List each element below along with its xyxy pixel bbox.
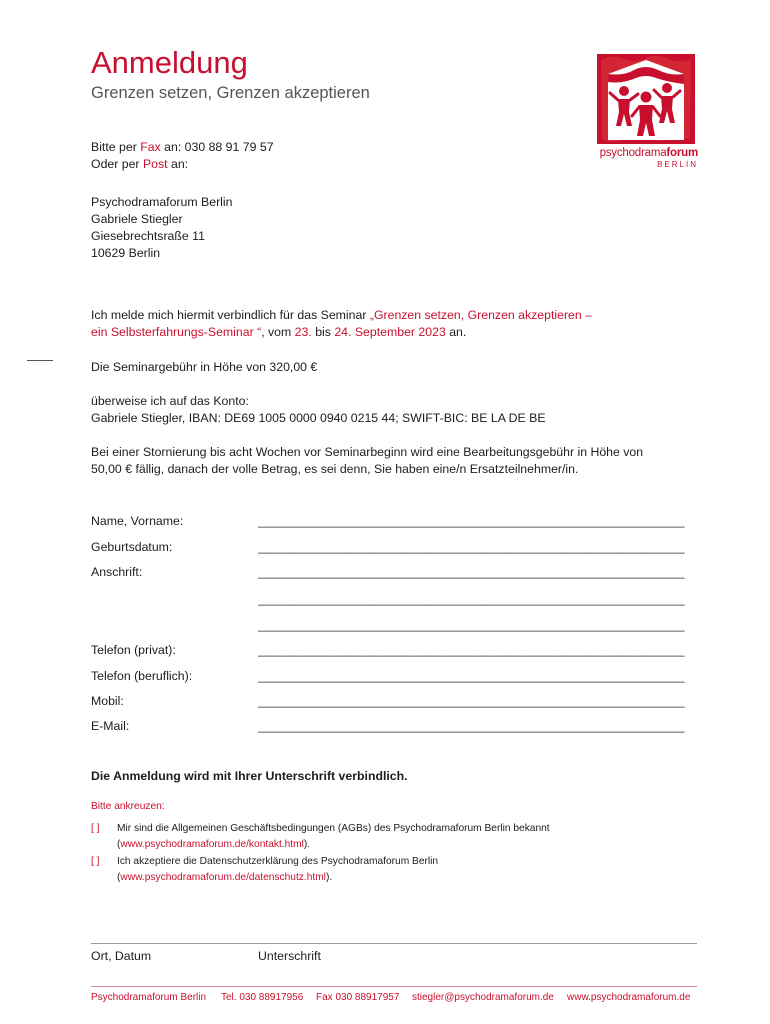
- bank-intro: überweise ich auf das Konto:: [91, 394, 249, 408]
- phone-work-field[interactable]: _____________________________________________________________________: [258, 669, 684, 683]
- footer-tel: Tel. 030 88917956: [221, 992, 304, 1003]
- name-label: Name, Vorname:: [91, 514, 184, 528]
- fax-line: [91, 139, 274, 156]
- registration-bis: bis: [311, 325, 335, 339]
- seminar-fee: Die Seminargebühr in Höhe von 320,00 €: [91, 360, 318, 374]
- footer-fax: Fax 030 88917957: [316, 992, 400, 1003]
- post-post: an:: [167, 157, 189, 171]
- registration-an: an.: [445, 325, 467, 339]
- address-field-3[interactable]: _____________________________________________________________________: [258, 618, 684, 632]
- registration-line-2: [91, 324, 466, 341]
- mobile-label: Mobil:: [91, 694, 124, 708]
- phone-work-label: Telefon (beruflich):: [91, 669, 193, 683]
- page-title: Anmeldung: [91, 45, 248, 80]
- footer-rule: [91, 986, 697, 987]
- signature-label: Unterschrift: [258, 949, 321, 963]
- checklist-item-agb: [91, 821, 691, 855]
- fold-mark: [27, 360, 53, 361]
- bank-details: Gabriele Stiegler, IBAN: DE69 1005 0000 0940 0215 44; SWIFT-BIC: BE LA DE BE: [91, 411, 546, 425]
- name-field[interactable]: _____________________________________________________________________: [258, 514, 684, 528]
- address-line-1: Psychodramaforum Berlin: [91, 195, 233, 209]
- post-line: [91, 156, 188, 173]
- address-line-4: 10629 Berlin: [91, 246, 161, 260]
- registration-line-1: [91, 307, 592, 324]
- privacy-text: [117, 854, 637, 886]
- place-date-label: Ort, Datum: [91, 949, 152, 963]
- privacy-link-line: [117, 870, 637, 886]
- seminar-end-date: 24. September 2023: [334, 325, 446, 339]
- registration-vom: , vom: [261, 325, 295, 339]
- birthdate-label: Geburtsdatum:: [91, 540, 173, 554]
- footer-website[interactable]: www.psychodramaforum.de: [567, 992, 691, 1003]
- checklist-item-privacy: [91, 854, 691, 888]
- birthdate-field[interactable]: _____________________________________________________________________: [258, 540, 684, 554]
- address-field-1[interactable]: _____________________________________________________________________: [258, 565, 684, 579]
- agb-checkbox[interactable]: [ ]: [91, 823, 100, 834]
- mobile-field[interactable]: _____________________________________________________________________: [258, 694, 684, 708]
- page-subtitle: Grenzen setzen, Grenzen akzeptieren: [91, 84, 370, 102]
- checklist-heading: Bitte ankreuzen:: [91, 801, 165, 812]
- email-label: E-Mail:: [91, 719, 130, 733]
- address-label: Anschrift:: [91, 565, 143, 579]
- seminar-title: „Grenzen setzen, Grenzen akzeptieren –: [369, 308, 592, 322]
- logo-word-bold: forum: [666, 147, 698, 159]
- agb-paren-open: (: [117, 839, 121, 850]
- registration-pre: Ich melde mich hiermit verbindlich für das Seminar: [91, 308, 370, 322]
- privacy-paren-open: (: [117, 872, 121, 883]
- phone-private-field[interactable]: _____________________________________________________________________: [258, 643, 684, 657]
- privacy-text-line-1: Ich akzeptiere die Datenschutzerklärung des Psychodramaforum Berlin: [117, 856, 439, 867]
- seminar-subtitle: ein Selbsterfahrungs-Seminar “: [91, 325, 262, 339]
- phone-private-label: Telefon (privat):: [91, 643, 176, 657]
- cancellation-line-2: 50,00 € fällig, danach der volle Betrag, es sei denn, Sie haben eine/n Ersatzteilnehmer/in.: [91, 462, 579, 476]
- psychodramaforum-logo-icon: [594, 52, 698, 146]
- logo-word-light: psychodrama: [599, 147, 667, 159]
- seminar-start-date: 23.: [294, 325, 312, 339]
- address-field-2[interactable]: _____________________________________________________________________: [258, 592, 684, 606]
- logo-city: BERLIN: [657, 160, 698, 169]
- email-field[interactable]: _____________________________________________________________________: [258, 719, 684, 733]
- footer-org-name: Psychodramaforum Berlin: [91, 992, 207, 1003]
- privacy-paren-close: ).: [325, 872, 333, 883]
- fax-number: an: 030 88 91 79 57: [160, 140, 274, 154]
- agb-text: [117, 821, 637, 853]
- address-line-3: Giesebrechtsraße 11: [91, 229, 205, 243]
- post-word: Post: [142, 157, 168, 171]
- privacy-link[interactable]: www.psychodramaforum.de/datenschutz.html: [120, 872, 326, 883]
- fax-pre: Bitte per: [91, 140, 141, 154]
- psychodramaforum-logo: [594, 52, 698, 170]
- agb-text-line-1: Mir sind die Allgemeinen Geschäftsbedingungen (AGBs) des Psychodramaforum Berlin bekannt: [117, 823, 550, 834]
- privacy-checkbox[interactable]: [ ]: [91, 856, 100, 867]
- cancellation-line-1: Bei einer Stornierung bis acht Wochen vor Seminarbeginn wird eine Bearbeitungsgebühr in Höhe von: [91, 445, 644, 459]
- footer-email[interactable]: stiegler@psychodramaforum.de: [412, 992, 554, 1003]
- fax-word: Fax: [140, 140, 161, 154]
- address-line-2: Gabriele Stiegler: [91, 212, 183, 226]
- post-pre: Oder per: [91, 157, 143, 171]
- logo-wordmark: [594, 147, 698, 159]
- signature-note: Die Anmeldung wird mit Ihrer Unterschrift verbindlich.: [91, 769, 408, 783]
- agb-paren-close: ).: [303, 839, 311, 850]
- agb-link-line: [117, 837, 637, 853]
- signature-rule: [91, 943, 697, 944]
- agb-link[interactable]: www.psychodramaforum.de/kontakt.html: [120, 839, 304, 850]
